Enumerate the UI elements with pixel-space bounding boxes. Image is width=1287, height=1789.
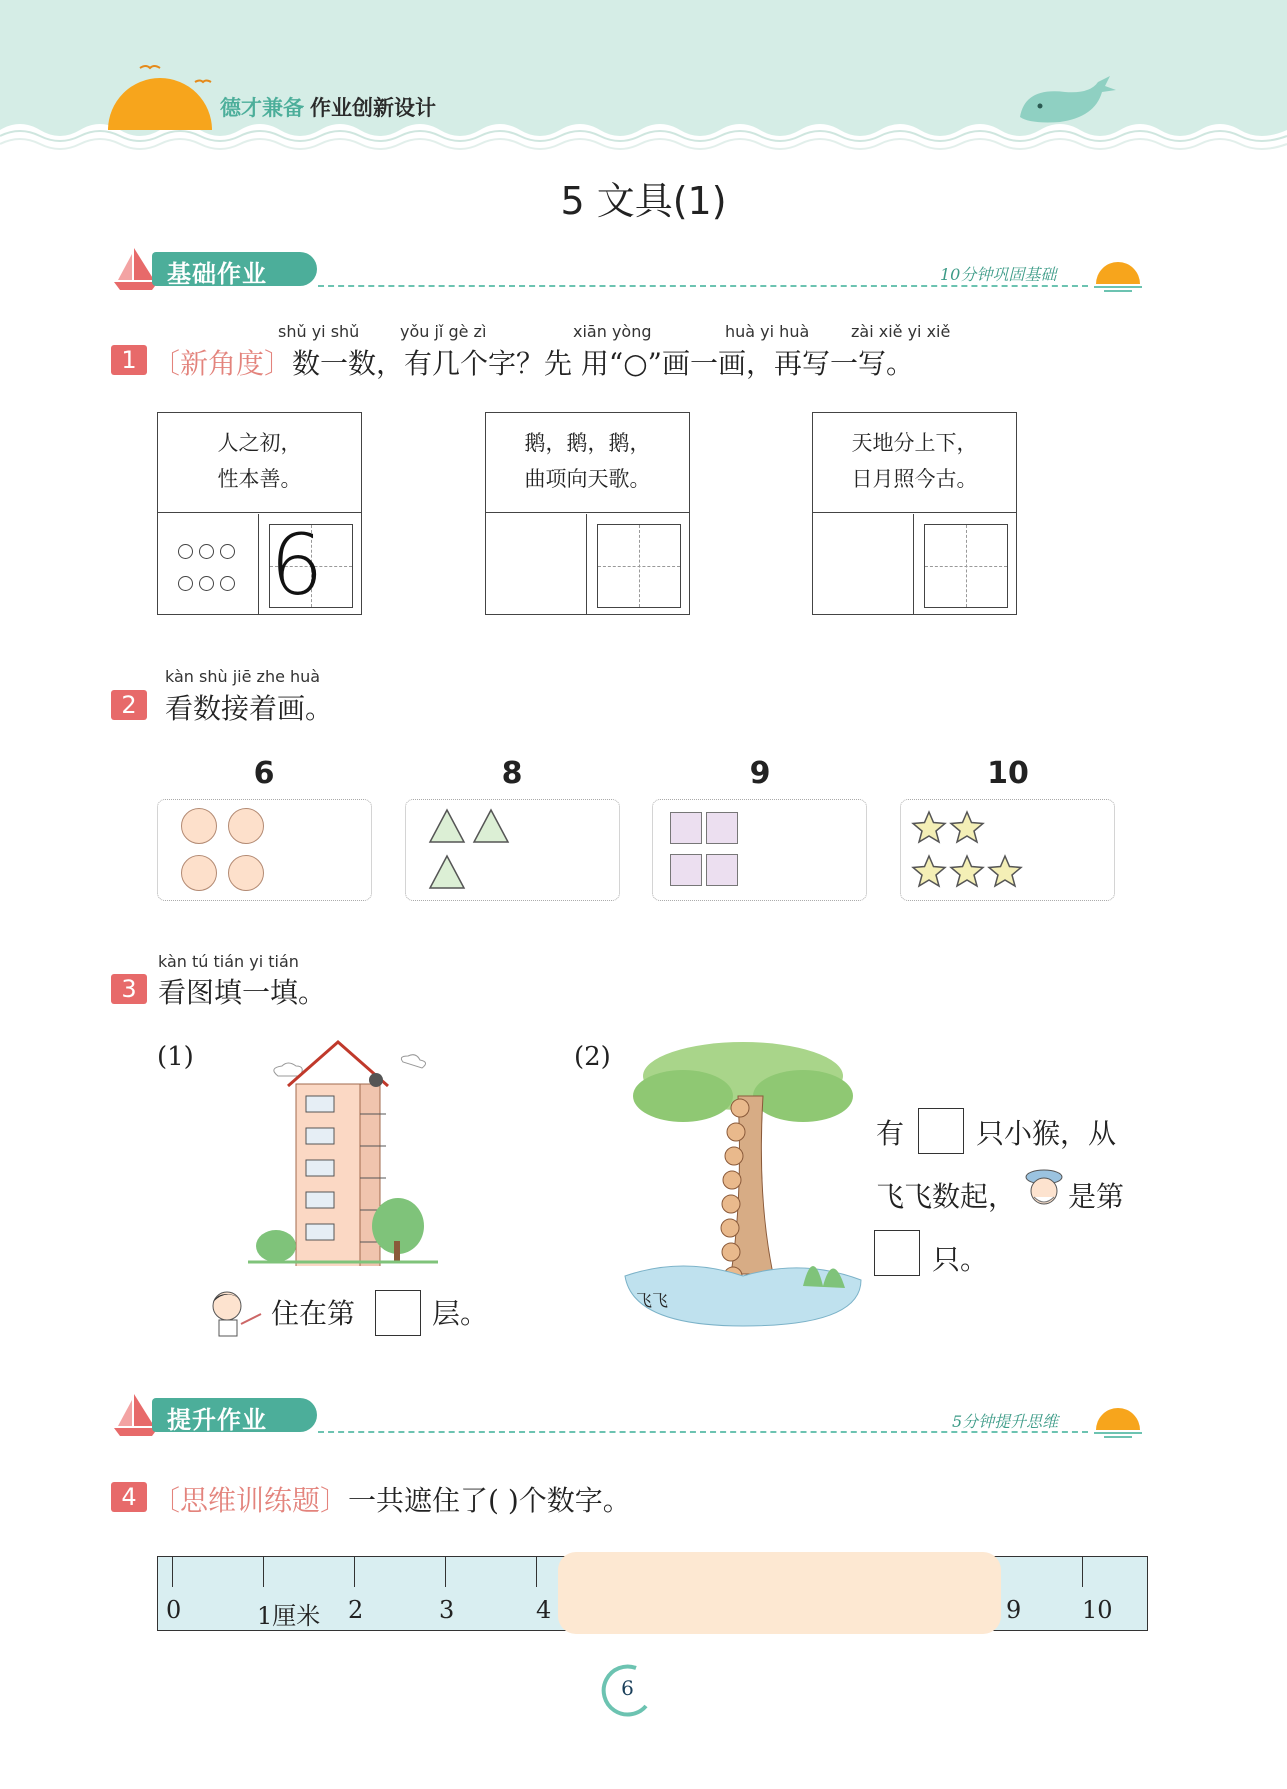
fill-text: 是第 (1068, 1180, 1125, 1213)
triangle-icon (428, 808, 466, 844)
ruler-label: 2 (348, 1596, 364, 1624)
ruler-tick (354, 1557, 355, 1587)
subquestion-label: (2) (574, 1042, 611, 1072)
target-number: 6 (253, 756, 275, 791)
feifei-label: 飞飞 (636, 1291, 669, 1310)
circle-mark (199, 576, 214, 591)
square-shape (706, 812, 738, 844)
section-divider (318, 285, 1088, 287)
question-number: 3 (111, 974, 147, 1004)
section-label: 基础作业 (167, 260, 267, 288)
answer-blank[interactable] (874, 1230, 920, 1276)
pinyin: kàn tú tián yi tián (158, 952, 299, 971)
question-tag: 〔思维训练题〕 (152, 1484, 349, 1517)
star-icon (987, 854, 1023, 888)
ruler-label: 0 (166, 1596, 182, 1624)
star-icon (911, 854, 947, 888)
question-number: 4 (111, 1482, 147, 1512)
apartment-building-illustration (248, 1036, 438, 1266)
question-text: 看数接着画。 (165, 692, 334, 725)
ruler-tick (172, 1557, 173, 1587)
fill-text: 只小猴，从 (976, 1117, 1117, 1150)
fill-text: 层。 (432, 1297, 489, 1330)
circle-draw-area[interactable] (813, 514, 914, 614)
square-shape (706, 854, 738, 886)
star-icon (949, 854, 985, 888)
answer-blank[interactable] (918, 1108, 964, 1154)
section-label: 提升作业 (167, 1406, 267, 1434)
circle-mark (199, 544, 214, 559)
pinyin: huà yi huà (725, 322, 810, 341)
answer-writing-box[interactable] (269, 516, 353, 614)
grandpa-monkey-icon (1024, 1167, 1066, 1211)
pinyin: yǒu jǐ gè zì (400, 322, 487, 341)
page-number: 6 (621, 1676, 634, 1700)
sun-icon (100, 60, 220, 135)
ruler-tick (1082, 1557, 1083, 1587)
question-tag: 〔新角度〕 (152, 347, 293, 380)
poem-line: 鹅，鹅，鹅， (524, 431, 651, 455)
section-note: 5分钟提升思维 (952, 1412, 1059, 1431)
sunset-icon (1090, 254, 1146, 294)
ruler-tick (445, 1557, 446, 1587)
ruler-label: 3 (439, 1596, 455, 1624)
triangle-icon (472, 808, 510, 844)
drawing-box[interactable] (157, 799, 372, 901)
answer-blank[interactable] (375, 1290, 421, 1336)
poem-text (813, 413, 1016, 513)
question-body: 数一数，有几个字？先 用“○”画一画，再写一写。 (292, 347, 914, 380)
circle-mark (178, 544, 193, 559)
drawing-box[interactable] (405, 799, 620, 901)
boy-avatar-icon (205, 1284, 267, 1340)
answer-writing-box[interactable] (924, 524, 1008, 608)
page-title: 5 文具(1) (560, 179, 727, 223)
pinyin: shǔ yi shǔ (278, 322, 360, 341)
circle-draw-area[interactable] (158, 514, 259, 614)
pinyin: zài xiě yi xiě (851, 322, 951, 341)
section-tag-basic (112, 244, 317, 292)
sunset-icon (1090, 1400, 1146, 1440)
target-number: 10 (987, 756, 1029, 791)
ruler-tick (536, 1557, 537, 1587)
peach-circle (228, 808, 264, 844)
poem-text (158, 413, 361, 513)
poem-card (485, 412, 690, 615)
peach-circle (181, 808, 217, 844)
poem-line: 性本善。 (217, 467, 302, 491)
question-number: 2 (111, 690, 147, 720)
answer-digit: 6 (270, 516, 324, 614)
square-shape (670, 812, 702, 844)
circle-draw-area[interactable] (486, 514, 587, 614)
section-tag-advanced (112, 1390, 317, 1438)
pinyin: xiān yòng (573, 322, 652, 341)
subquestion-label: (1) (157, 1042, 194, 1072)
circle-mark (220, 576, 235, 591)
peach-circle (181, 855, 217, 891)
poem-card (157, 412, 362, 615)
poem-line: 日月照今古。 (851, 467, 978, 491)
brand-part2: 作业创新设计 (310, 96, 436, 120)
brand-part1: 德才兼备 (220, 96, 304, 120)
poem-line: 天地分上下， (851, 431, 978, 455)
brand-title (220, 92, 436, 122)
ruler-label: 1厘米 (257, 1602, 321, 1630)
question-text: 看图填一填。 (158, 976, 327, 1009)
ruler-tick (263, 1557, 264, 1587)
star-icon (949, 810, 985, 844)
question-text (152, 1479, 631, 1519)
poem-card (812, 412, 1017, 615)
circle-mark (220, 544, 235, 559)
star-icon (911, 810, 947, 844)
square-shape (670, 854, 702, 886)
fill-text: 飞飞数起， (876, 1180, 1017, 1213)
poem-line: 人之初， (217, 431, 302, 455)
question-number: 1 (111, 345, 147, 375)
drawing-box[interactable] (652, 799, 867, 901)
poem-line: 曲项向天歌。 (524, 467, 651, 491)
fill-text: 有 (876, 1117, 905, 1150)
drawing-box[interactable] (900, 799, 1115, 901)
circle-mark (178, 576, 193, 591)
target-number: 9 (749, 756, 771, 791)
section-note: 10分钟巩固基础 (940, 265, 1057, 284)
ruler-label: 4 (536, 1596, 552, 1624)
ruler-label: 10 (1082, 1596, 1113, 1624)
whale-icon (1010, 72, 1120, 132)
question-text (152, 342, 914, 382)
fill-text: 住在第 (271, 1297, 356, 1330)
ruler-label: 9 (1006, 1596, 1022, 1624)
pinyin: kàn shù jiē zhe huà (165, 667, 321, 686)
answer-writing-box[interactable] (597, 524, 681, 608)
question-body: 一共遮住了( )个数字。 (348, 1484, 631, 1517)
target-number: 8 (501, 756, 523, 791)
poem-text (486, 413, 689, 513)
triangle-icon (428, 854, 466, 890)
peach-circle (228, 855, 264, 891)
fill-text: 只。 (932, 1243, 989, 1276)
ruler-cover (558, 1552, 1001, 1634)
